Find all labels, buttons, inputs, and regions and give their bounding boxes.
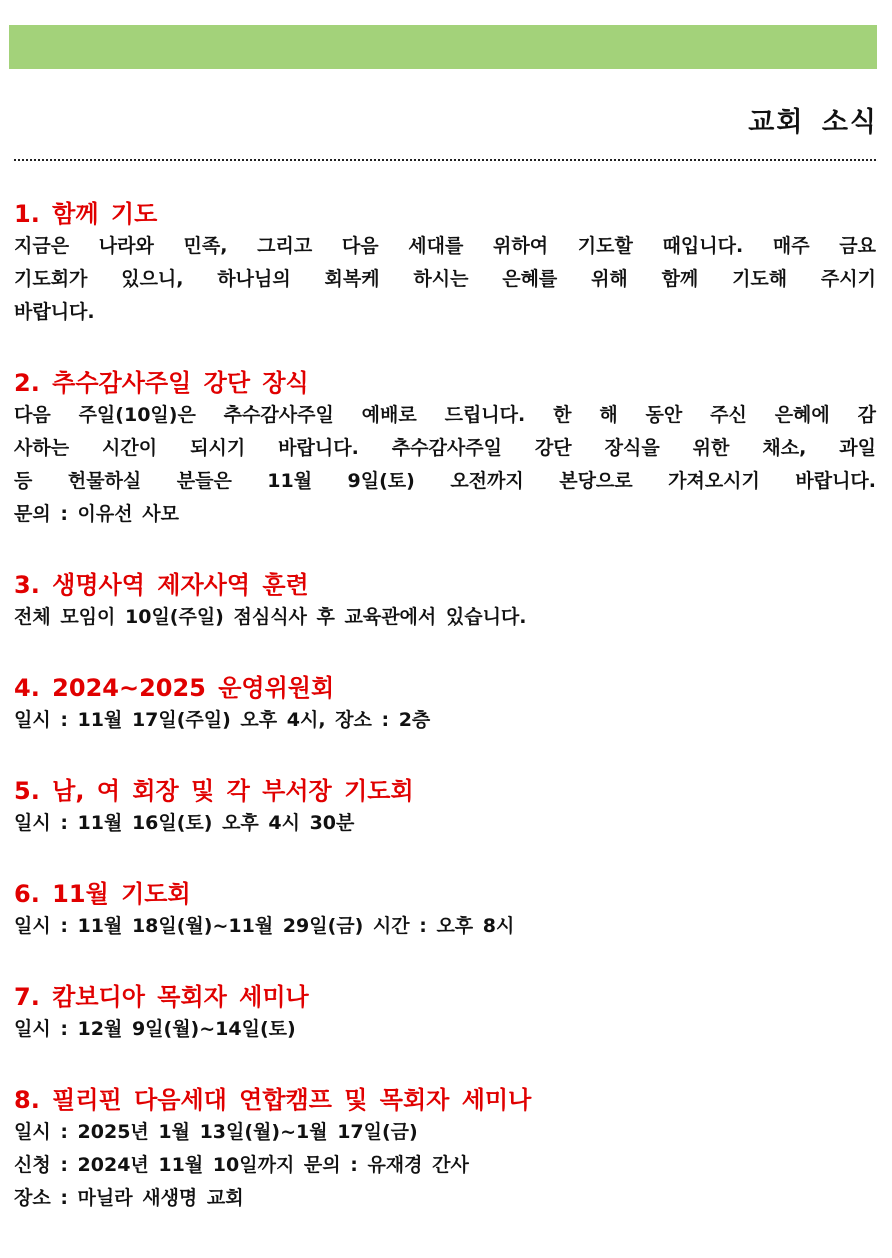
body-line: 일시 : 2025년 1월 13일(월)~1월 17일(금) <box>14 1121 418 1143</box>
news-item-title: 8. 필리핀 다음세대 연합캠프 및 목회자 세미나 <box>14 1086 532 1114</box>
top-color-bar <box>9 25 877 69</box>
news-item-8 <box>14 1084 876 1215</box>
news-item-body <box>14 910 876 943</box>
news-item-7 <box>14 981 876 1046</box>
news-item-title: 6. 11월 기도회 <box>14 880 191 908</box>
body-line: 일시 : 12월 9일(월)~14일(토) <box>14 1018 296 1040</box>
news-item-3 <box>14 569 876 634</box>
dotted-divider <box>14 159 876 161</box>
body-line: 일시 : 11월 16일(토) 오후 4시 30분 <box>14 812 355 834</box>
news-item-title: 2. 추수감사주일 강단 장식 <box>14 369 309 397</box>
body-line: 문의 : 이유선 사모 <box>14 503 179 525</box>
body-line: 일시 : 11월 18일(월)~11월 29일(금) 시간 : 오후 8시 <box>14 915 515 937</box>
news-item-4 <box>14 672 876 737</box>
news-item-title: 7. 캄보디아 목회자 세미나 <box>14 983 309 1011</box>
news-item-body <box>14 230 876 329</box>
page-title: 교회 소식 <box>748 107 878 138</box>
body-line: 등 헌물하실 분들은 11월 9일(토) 오전까지 본당으로 가져오시기 바랍니다. <box>14 470 876 492</box>
body-line: 지금은 나라와 민족, 그리고 다음 세대를 위하여 기도할 때입니다. 매주 금요 <box>14 235 876 257</box>
news-item-body <box>14 601 876 634</box>
body-line: 신청 : 2024년 11월 10일까지 문의 : 유재경 간사 <box>14 1154 469 1176</box>
news-item-title: 5. 남, 여 회장 및 각 부서장 기도회 <box>14 777 414 805</box>
news-item-5 <box>14 775 876 840</box>
news-item-body <box>14 807 876 840</box>
news-item-1 <box>14 198 876 329</box>
body-line: 장소 : 마닐라 새생명 교회 <box>14 1187 244 1209</box>
news-item-6 <box>14 878 876 943</box>
news-item-title: 4. 2024~2025 운영위원회 <box>14 674 335 702</box>
news-item-title: 3. 생명사역 제자사역 훈련 <box>14 571 309 599</box>
news-item-body <box>14 1013 876 1046</box>
news-item-title: 1. 함께 기도 <box>14 200 158 228</box>
body-line: 사하는 시간이 되시기 바랍니다. 추수감사주일 강단 장식을 위한 채소, 과일 <box>14 437 876 459</box>
news-content <box>14 198 876 1215</box>
body-line: 일시 : 11월 17일(주일) 오후 4시, 장소 : 2층 <box>14 709 431 731</box>
news-item-2 <box>14 367 876 531</box>
body-line: 다음 주일(10일)은 추수감사주일 예배로 드립니다. 한 해 동안 주신 은혜에 감 <box>14 404 876 426</box>
news-item-body <box>14 399 876 531</box>
news-item-body <box>14 1116 876 1215</box>
body-line: 기도회가 있으니, 하나님의 회복케 하시는 은혜를 위해 함께 기도해 주시기 <box>14 268 876 290</box>
body-line: 전체 모임이 10일(주일) 점심식사 후 교육관에서 있습니다. <box>14 606 527 628</box>
news-item-body <box>14 704 876 737</box>
body-line: 바랍니다. <box>14 301 95 323</box>
